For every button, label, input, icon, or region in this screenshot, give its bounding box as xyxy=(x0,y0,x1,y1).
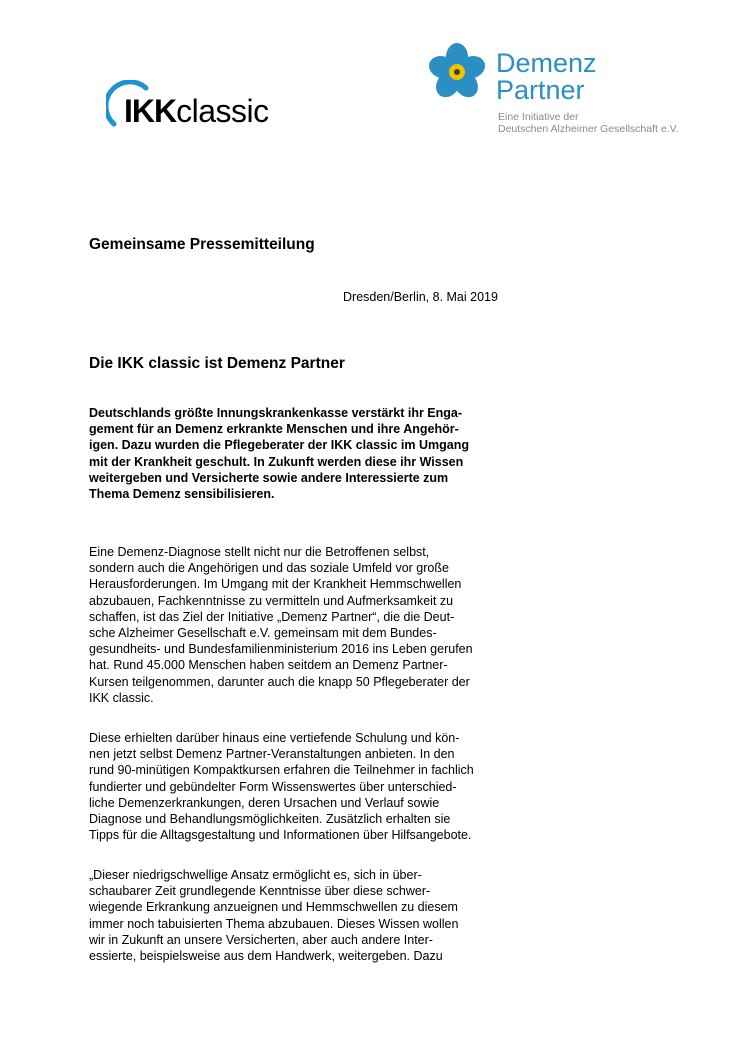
paragraph-line: Diagnose und Behandlungsmöglichkeiten. Zusätzlich erhalten sie xyxy=(89,812,451,827)
demenz-partner-title-line1: Demenz xyxy=(496,48,597,78)
paragraph-line: wir in Zukunft an unsere Versicherten, aber auch andere Inter- xyxy=(89,932,433,947)
paragraph-line: liche Demenzerkrankungen, deren Ursachen und Verlauf sowie xyxy=(89,795,440,810)
paragraph-line: essierte, beispielsweise aus dem Handwerk, weitergeben. Dazu xyxy=(89,949,443,964)
paragraph-line: Tipps für die Alltagsgestaltung und Informationen über Hilfsangebote. xyxy=(89,828,472,843)
ikk-wordmark-bold: IKK xyxy=(124,93,177,129)
paragraph-line: nen jetzt selbst Demenz Partner-Veranstaltungen anbieten. In den xyxy=(89,747,455,762)
paragraph-line: rund 90-minütigen Kompaktkursen erfahren die Teilnehmer in fachlich xyxy=(89,763,474,778)
body-paragraph-2 xyxy=(89,730,529,843)
lead-paragraph xyxy=(89,405,529,502)
paragraph-line: Eine Demenz-Diagnose stellt nicht nur die Betroffenen selbst, xyxy=(89,545,430,559)
paragraph-line: schaubarer Zeit grundlegende Kenntnisse über diese schwer- xyxy=(89,884,431,899)
paragraph-line: fundierter und gebündelter Form Wissenswertes über unterschied- xyxy=(89,779,457,794)
paragraph-line: schaffen, ist das Ziel der Initiative „Demenz Partner“, die die Deut- xyxy=(89,609,455,624)
demenz-partner-subtitle xyxy=(498,111,679,135)
lead-line: weitergeben und Versicherte sowie andere Interessierte zum xyxy=(89,470,449,485)
document-type-heading: Gemeinsame Pressemitteilung xyxy=(89,236,315,253)
lead-line: Thema Demenz sensibilisieren. xyxy=(89,487,275,502)
paragraph-line: IKK classic. xyxy=(89,690,154,705)
body-paragraph-3 xyxy=(89,867,529,964)
paragraph-line: Kursen teilgenommen, darunter auch die knapp 50 Pflegeberater der xyxy=(89,674,470,689)
demenz-partner-title xyxy=(496,50,597,104)
press-release-title: Die IKK classic ist Demenz Partner xyxy=(89,355,345,372)
ikk-wordmark-light: classic xyxy=(176,93,269,129)
dateline: Dresden/Berlin, 8. Mai 2019 xyxy=(343,290,498,304)
lead-line: igen. Dazu wurden die Pflegeberater der IKK classic im Umgang xyxy=(89,438,469,453)
paragraph-line: abzubauen, Fachkenntnisse zu vermitteln und Aufmerksamkeit zu xyxy=(89,593,454,608)
demenz-partner-subtitle-line2: Deutschen Alzheimer Gesellschaft e.V. xyxy=(498,123,679,135)
paragraph-line: „Dieser niedrigschwellige Ansatz ermöglicht es, sich in über- xyxy=(89,868,422,882)
paragraph-line: sondern auch die Angehörigen und das soziale Umfeld vor große xyxy=(89,561,449,576)
paragraph-line: Herausforderungen. Im Umgang mit der Krankheit Hemmschwellen xyxy=(89,577,462,592)
demenz-partner-title-line2: Partner xyxy=(496,75,585,105)
paragraph-line: sche Alzheimer Gesellschaft e.V. gemeinsam mit dem Bundes- xyxy=(89,626,437,641)
lead-line: mit der Krankheit geschult. In Zukunft werden diese ihr Wissen xyxy=(89,454,464,469)
paragraph-line: Diese erhielten darüber hinaus eine vertiefende Schulung und kön- xyxy=(89,731,460,745)
paragraph-line: hat. Rund 45.000 Menschen haben seitdem an Demenz Partner- xyxy=(89,658,448,673)
lead-line: gement für an Demenz erkrankte Menschen und ihre Angehör- xyxy=(89,422,459,437)
ikk-wordmark xyxy=(124,93,269,129)
lead-line: Deutschlands größte Innungskrankenkasse verstärkt ihr Enga- xyxy=(89,406,463,420)
ikk-classic-logo xyxy=(106,80,296,140)
paragraph-line: immer noch tabuisierten Thema abzubauen. Dieses Wissen wollen xyxy=(89,916,459,931)
paragraph-line: gesundheits- und Bundesfamilienministerium 2016 ins Leben gerufen xyxy=(89,642,473,657)
forget-me-not-flower-icon xyxy=(425,38,489,102)
body-paragraph-1 xyxy=(89,544,529,706)
demenz-partner-logo xyxy=(425,38,725,148)
paragraph-line: wiegende Erkrankung anzueignen und Hemmschwellen zu diesem xyxy=(89,900,458,915)
demenz-partner-subtitle-line1: Eine Initiative der xyxy=(498,111,579,123)
